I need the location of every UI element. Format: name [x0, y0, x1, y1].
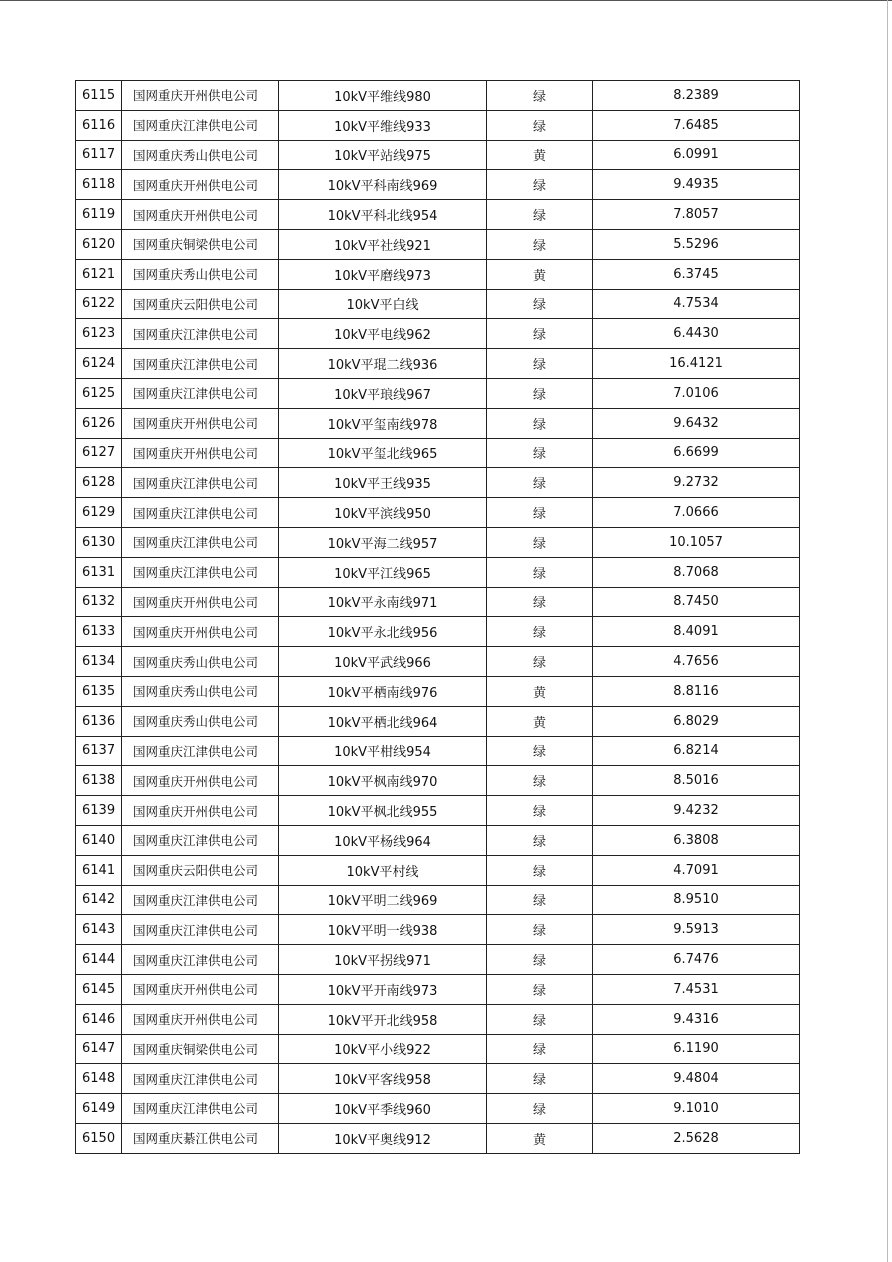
line-name-cell: 10kV平科南线969: [279, 170, 487, 200]
table-row: [76, 736, 800, 766]
value-cell: 6.4430: [593, 319, 800, 349]
page-right-border: [887, 0, 888, 1262]
line-name-cell: 10kV平栖南线976: [279, 676, 487, 706]
line-name-cell: 10kV平永南线971: [279, 587, 487, 617]
row-number-cell: 6131: [76, 557, 122, 587]
line-name-cell: 10kV平社线921: [279, 229, 487, 259]
table-row: [76, 945, 800, 975]
value-cell: 9.1010: [593, 1094, 800, 1124]
table-row: [76, 796, 800, 826]
status-cell: 绿: [487, 170, 593, 200]
value-cell: 8.4091: [593, 617, 800, 647]
row-number-cell: 6128: [76, 468, 122, 498]
row-number-cell: 6134: [76, 647, 122, 677]
value-cell: 10.1057: [593, 527, 800, 557]
row-number-cell: 6116: [76, 110, 122, 140]
value-cell: 9.4935: [593, 170, 800, 200]
line-name-cell: 10kV平栖北线964: [279, 706, 487, 736]
row-number-cell: 6121: [76, 259, 122, 289]
row-number-cell: 6142: [76, 885, 122, 915]
row-number-cell: 6136: [76, 706, 122, 736]
status-cell: 绿: [487, 647, 593, 677]
table-row: [76, 587, 800, 617]
company-cell: 国网重庆开州供电公司: [122, 587, 279, 617]
company-cell: 国网重庆江津供电公司: [122, 468, 279, 498]
value-cell: 8.9510: [593, 885, 800, 915]
line-name-cell: 10kV平玺南线978: [279, 408, 487, 438]
line-name-cell: 10kV平磨线973: [279, 259, 487, 289]
status-cell: 绿: [487, 110, 593, 140]
company-cell: 国网重庆江津供电公司: [122, 825, 279, 855]
table-row: [76, 825, 800, 855]
status-cell: 绿: [487, 915, 593, 945]
row-number-cell: 6150: [76, 1123, 122, 1153]
table-row: [76, 110, 800, 140]
value-cell: 9.2732: [593, 468, 800, 498]
line-name-cell: 10kV平枫南线970: [279, 766, 487, 796]
value-cell: 4.7656: [593, 647, 800, 677]
row-number-cell: 6137: [76, 736, 122, 766]
table-row: [76, 557, 800, 587]
status-cell: 绿: [487, 438, 593, 468]
value-cell: 2.5628: [593, 1123, 800, 1153]
row-number-cell: 6124: [76, 349, 122, 379]
value-cell: 8.7450: [593, 587, 800, 617]
row-number-cell: 6141: [76, 855, 122, 885]
status-cell: 绿: [487, 319, 593, 349]
row-number-cell: 6132: [76, 587, 122, 617]
company-cell: 国网重庆开州供电公司: [122, 170, 279, 200]
table-row: [76, 498, 800, 528]
status-cell: 绿: [487, 378, 593, 408]
row-number-cell: 6146: [76, 1004, 122, 1034]
company-cell: 国网重庆江津供电公司: [122, 378, 279, 408]
table-row: [76, 81, 800, 111]
status-cell: 黄: [487, 676, 593, 706]
line-name-cell: 10kV平玺北线965: [279, 438, 487, 468]
company-cell: 国网重庆江津供电公司: [122, 498, 279, 528]
company-cell: 国网重庆开州供电公司: [122, 974, 279, 1004]
status-cell: 黄: [487, 259, 593, 289]
line-name-cell: 10kV平杨线964: [279, 825, 487, 855]
row-number-cell: 6123: [76, 319, 122, 349]
line-name-cell: 10kV平开北线958: [279, 1004, 487, 1034]
row-number-cell: 6127: [76, 438, 122, 468]
status-cell: 绿: [487, 974, 593, 1004]
value-cell: 6.6699: [593, 438, 800, 468]
value-cell: 8.7068: [593, 557, 800, 587]
value-cell: 4.7091: [593, 855, 800, 885]
table-row: [76, 378, 800, 408]
company-cell: 国网重庆开州供电公司: [122, 617, 279, 647]
status-cell: 绿: [487, 1004, 593, 1034]
row-number-cell: 6148: [76, 1064, 122, 1094]
company-cell: 国网重庆江津供电公司: [122, 110, 279, 140]
company-cell: 国网重庆江津供电公司: [122, 1064, 279, 1094]
company-cell: 国网重庆开州供电公司: [122, 796, 279, 826]
value-cell: 9.6432: [593, 408, 800, 438]
table-row: [76, 647, 800, 677]
table-row: [76, 1034, 800, 1064]
company-cell: 国网重庆江津供电公司: [122, 349, 279, 379]
status-cell: 绿: [487, 766, 593, 796]
value-cell: 5.5296: [593, 229, 800, 259]
status-cell: 绿: [487, 527, 593, 557]
value-cell: 9.4232: [593, 796, 800, 826]
line-name-cell: 10kV平永北线956: [279, 617, 487, 647]
table-row: [76, 915, 800, 945]
company-cell: 国网重庆开州供电公司: [122, 408, 279, 438]
value-cell: 6.3808: [593, 825, 800, 855]
company-cell: 国网重庆开州供电公司: [122, 200, 279, 230]
row-number-cell: 6126: [76, 408, 122, 438]
line-name-cell: 10kV平维线933: [279, 110, 487, 140]
table-row: [76, 408, 800, 438]
line-name-cell: 10kV平江线965: [279, 557, 487, 587]
company-cell: 国网重庆秀山供电公司: [122, 676, 279, 706]
table-row: [76, 527, 800, 557]
table-row: [76, 1094, 800, 1124]
company-cell: 国网重庆江津供电公司: [122, 1094, 279, 1124]
value-cell: 6.7476: [593, 945, 800, 975]
value-cell: 9.4316: [593, 1004, 800, 1034]
value-cell: 8.5016: [593, 766, 800, 796]
line-name-cell: 10kV平枫北线955: [279, 796, 487, 826]
line-name-cell: 10kV平王线935: [279, 468, 487, 498]
company-cell: 国网重庆铜梁供电公司: [122, 229, 279, 259]
line-name-cell: 10kV平开南线973: [279, 974, 487, 1004]
page-top-border: [0, 0, 892, 1]
value-cell: 7.0106: [593, 378, 800, 408]
row-number-cell: 6144: [76, 945, 122, 975]
company-cell: 国网重庆江津供电公司: [122, 945, 279, 975]
company-cell: 国网重庆江津供电公司: [122, 319, 279, 349]
company-cell: 国网重庆秀山供电公司: [122, 140, 279, 170]
table-row: [76, 319, 800, 349]
table-row: [76, 974, 800, 1004]
table-row: [76, 1064, 800, 1094]
company-cell: 国网重庆开州供电公司: [122, 1004, 279, 1034]
status-cell: 绿: [487, 408, 593, 438]
line-name-cell: 10kV平海二线957: [279, 527, 487, 557]
row-number-cell: 6129: [76, 498, 122, 528]
status-cell: 绿: [487, 1034, 593, 1064]
value-cell: 7.8057: [593, 200, 800, 230]
line-name-cell: 10kV平明二线969: [279, 885, 487, 915]
table-row: [76, 200, 800, 230]
company-cell: 国网重庆江津供电公司: [122, 557, 279, 587]
status-cell: 绿: [487, 229, 593, 259]
status-cell: 绿: [487, 587, 593, 617]
row-number-cell: 6139: [76, 796, 122, 826]
line-name-cell: 10kV平琨二线936: [279, 349, 487, 379]
company-cell: 国网重庆云阳供电公司: [122, 855, 279, 885]
company-cell: 国网重庆江津供电公司: [122, 915, 279, 945]
row-number-cell: 6133: [76, 617, 122, 647]
line-name-cell: 10kV平拐线971: [279, 945, 487, 975]
line-name-cell: 10kV平村线: [279, 855, 487, 885]
table-row: [76, 170, 800, 200]
table-row: [76, 438, 800, 468]
row-number-cell: 6115: [76, 81, 122, 111]
value-cell: 6.0991: [593, 140, 800, 170]
row-number-cell: 6119: [76, 200, 122, 230]
company-cell: 国网重庆江津供电公司: [122, 527, 279, 557]
row-number-cell: 6135: [76, 676, 122, 706]
value-cell: 6.3745: [593, 259, 800, 289]
status-cell: 绿: [487, 945, 593, 975]
row-number-cell: 6118: [76, 170, 122, 200]
company-cell: 国网重庆铜梁供电公司: [122, 1034, 279, 1064]
line-name-cell: 10kV平电线962: [279, 319, 487, 349]
row-number-cell: 6143: [76, 915, 122, 945]
table-row: [76, 855, 800, 885]
company-cell: 国网重庆开州供电公司: [122, 766, 279, 796]
line-name-cell: 10kV平柑线954: [279, 736, 487, 766]
row-number-cell: 6138: [76, 766, 122, 796]
row-number-cell: 6149: [76, 1094, 122, 1124]
value-cell: 6.8029: [593, 706, 800, 736]
company-cell: 国网重庆秀山供电公司: [122, 259, 279, 289]
status-cell: 绿: [487, 617, 593, 647]
status-cell: 绿: [487, 557, 593, 587]
company-cell: 国网重庆开州供电公司: [122, 81, 279, 111]
status-cell: 绿: [487, 885, 593, 915]
status-cell: 绿: [487, 796, 593, 826]
company-cell: 国网重庆秀山供电公司: [122, 706, 279, 736]
status-cell: 绿: [487, 81, 593, 111]
company-cell: 国网重庆綦江供电公司: [122, 1123, 279, 1153]
line-name-cell: 10kV平滨线950: [279, 498, 487, 528]
row-number-cell: 6147: [76, 1034, 122, 1064]
status-cell: 绿: [487, 200, 593, 230]
table-row: [76, 140, 800, 170]
table-body: [76, 81, 800, 1154]
status-cell: 绿: [487, 1094, 593, 1124]
value-cell: 9.4804: [593, 1064, 800, 1094]
value-cell: 4.7534: [593, 289, 800, 319]
line-name-cell: 10kV平维线980: [279, 81, 487, 111]
status-cell: 绿: [487, 736, 593, 766]
status-cell: 绿: [487, 825, 593, 855]
value-cell: 16.4121: [593, 349, 800, 379]
status-cell: 绿: [487, 468, 593, 498]
row-number-cell: 6140: [76, 825, 122, 855]
table-row: [76, 289, 800, 319]
status-cell: 绿: [487, 498, 593, 528]
value-cell: 7.6485: [593, 110, 800, 140]
value-cell: 9.5913: [593, 915, 800, 945]
company-cell: 国网重庆云阳供电公司: [122, 289, 279, 319]
company-cell: 国网重庆江津供电公司: [122, 736, 279, 766]
row-number-cell: 6145: [76, 974, 122, 1004]
table-row: [76, 1004, 800, 1034]
line-name-cell: 10kV平明一线938: [279, 915, 487, 945]
status-cell: 绿: [487, 289, 593, 319]
row-number-cell: 6120: [76, 229, 122, 259]
company-cell: 国网重庆开州供电公司: [122, 438, 279, 468]
table-row: [76, 349, 800, 379]
value-cell: 6.8214: [593, 736, 800, 766]
value-cell: 8.2389: [593, 81, 800, 111]
table-row: [76, 617, 800, 647]
data-table: [75, 80, 800, 1154]
line-name-cell: 10kV平季线960: [279, 1094, 487, 1124]
row-number-cell: 6122: [76, 289, 122, 319]
company-cell: 国网重庆江津供电公司: [122, 885, 279, 915]
line-name-cell: 10kV平站线975: [279, 140, 487, 170]
value-cell: 6.1190: [593, 1034, 800, 1064]
line-name-cell: 10kV平琅线967: [279, 378, 487, 408]
status-cell: 绿: [487, 349, 593, 379]
value-cell: 7.4531: [593, 974, 800, 1004]
value-cell: 7.0666: [593, 498, 800, 528]
status-cell: 绿: [487, 1064, 593, 1094]
table-row: [76, 676, 800, 706]
line-name-cell: 10kV平客线958: [279, 1064, 487, 1094]
table-row: [76, 1123, 800, 1153]
table-row: [76, 706, 800, 736]
line-name-cell: 10kV平科北线954: [279, 200, 487, 230]
table-row: [76, 766, 800, 796]
row-number-cell: 6125: [76, 378, 122, 408]
line-name-cell: 10kV平白线: [279, 289, 487, 319]
line-name-cell: 10kV平小线922: [279, 1034, 487, 1064]
table-row: [76, 885, 800, 915]
table-row: [76, 259, 800, 289]
row-number-cell: 6130: [76, 527, 122, 557]
line-name-cell: 10kV平武线966: [279, 647, 487, 677]
company-cell: 国网重庆秀山供电公司: [122, 647, 279, 677]
value-cell: 8.8116: [593, 676, 800, 706]
table-row: [76, 468, 800, 498]
line-name-cell: 10kV平奥线912: [279, 1123, 487, 1153]
status-cell: 黄: [487, 140, 593, 170]
table-row: [76, 229, 800, 259]
status-cell: 绿: [487, 855, 593, 885]
row-number-cell: 6117: [76, 140, 122, 170]
status-cell: 黄: [487, 1123, 593, 1153]
status-cell: 黄: [487, 706, 593, 736]
